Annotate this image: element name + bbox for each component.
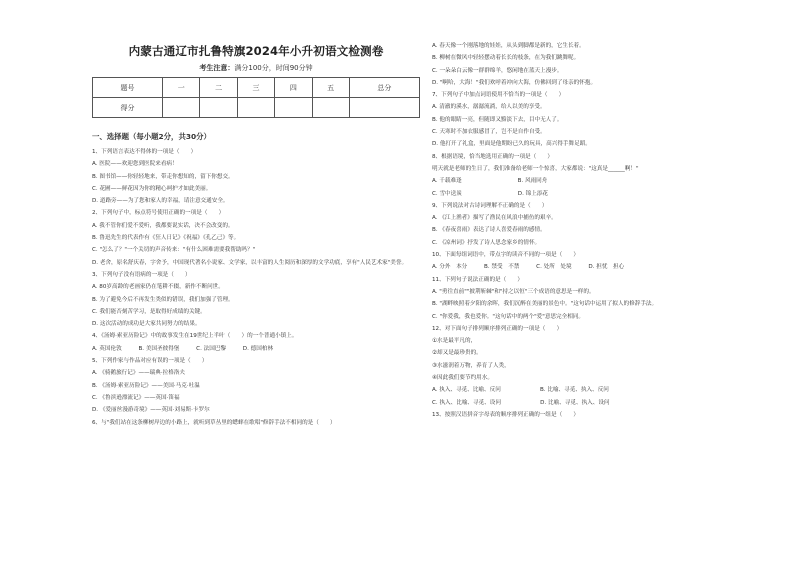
- question-line: A. 春天像一个刚落地的娃娃，从头到脚都是新的，它生长着。: [432, 43, 585, 49]
- question-line: C. 一朵朵白云像一群群绵羊，悠闲地在蓝天上漫步。: [432, 67, 563, 74]
- left-question-list: [92, 146, 420, 429]
- question-line: A. 我不管你们爱不爱听，我都要说实话，决不会改变的。: [92, 222, 234, 229]
- question-line: A. 英国伦敦 B. 美国圣彼得堡 C. 法国巴黎 D. 德国柏林: [92, 345, 274, 352]
- left-column: [92, 40, 420, 429]
- question-line: 10、下面每组词语中，带点字的读音不同的一项是（ ）: [432, 252, 579, 259]
- right-column: [432, 40, 774, 421]
- score-input-cell[interactable]: [275, 98, 312, 118]
- exam-notice: [92, 63, 420, 73]
- score-input-cell[interactable]: [163, 98, 200, 118]
- question-line: 12、对下面句子排列顺序排列正确的一项是（ ）: [432, 325, 563, 332]
- score-table: [92, 77, 420, 118]
- question-line: D. 道路旁——为了您和家人的幸福，请注意交通安全。: [92, 198, 229, 205]
- score-input-cell[interactable]: [312, 98, 349, 118]
- question-line: A. 千载难逢 B. 风雨同舟: [432, 178, 548, 185]
- question-line: B. 《春夜喜雨》表达了诗人喜爱春雨的感情。: [432, 227, 546, 234]
- notice-text: 满分100分，时间90分钟: [234, 64, 313, 72]
- score-input-cell[interactable]: [200, 98, 237, 118]
- question-line: B. 为了避免今后不再发生类似的错误，我们加强了管理。: [92, 296, 234, 303]
- question-line: B. "湖畔映照着夕阳的余晖，我们沉醉在美丽的景色中。"这句话中运用了拟人的修辞手法。: [432, 301, 658, 308]
- question-line: C. "怎么了？"一个关切的声音传来："有什么困难需要我帮助吗？": [92, 247, 256, 254]
- question-line: ①水是最平凡的，: [432, 338, 477, 345]
- score-cell: 四: [275, 78, 312, 98]
- question-line: A. 执入、寻觅、比喻、反问 B. 比喻、寻觅、执入、反问: [432, 387, 609, 394]
- question-line: 1、下列语言表达不得体的一项是（ ）: [92, 149, 197, 155]
- question-line: 2、下列句子中，标点符号使用正确的一项是（ ）: [92, 210, 225, 217]
- score-cell: 三: [237, 78, 274, 98]
- question-line: C. 《凉州词》抒发了诗人思念家乡的情怀。: [432, 239, 541, 246]
- question-line: C. 天寒时不加衣服感冒了，岂不是自作自受。: [432, 129, 546, 136]
- question-line: A. 清澈的溪水，潺潺流淌，给人以美的享受。: [432, 104, 546, 111]
- question-line: A. 《江上渔者》描写了渔民在风浪中捕鱼的艰辛。: [432, 215, 557, 222]
- score-cell: 五: [312, 78, 349, 98]
- question-line: A. 医院——欢迎您到医院来看病！: [92, 161, 178, 168]
- question-line: 11、下列句子说法正确的是（ ）: [432, 276, 524, 283]
- question-line: 8、根据语境，恰当地选用正确的一项是（ ）: [432, 153, 554, 160]
- score-input-cell[interactable]: [349, 98, 419, 118]
- question-line: 9、下列说法对古诗词理解不正确的是（ ）: [432, 202, 548, 209]
- question-line: D. 《爱丽丝漫游奇境》——英国·刘易斯·卡罗尔: [92, 407, 210, 414]
- question-line: B. 图书馆——你轻轻地来，带走你想知的，留下你想交。: [92, 173, 234, 180]
- question-line: B. 柳树在微风中轻轻摆动着长长的枝条，在为我们跳舞呢。: [432, 55, 580, 62]
- score-input-cell[interactable]: [237, 98, 274, 118]
- score-cell: 一: [163, 78, 200, 98]
- question-line: B. 鲁迅先生的代表作有《狂人日记》《祝福》《孔乙己》等。: [92, 235, 240, 242]
- question-line: ②却又是最珍贵的。: [432, 350, 482, 357]
- score-cell: 得分: [93, 98, 163, 118]
- question-line: D. 他打开了礼盒，里面是他期盼已久的玩具，高兴得手舞足蹈。: [432, 141, 591, 148]
- page-title: 内蒙古通辽市扎鲁特旗2024年小升初语文检测卷: [128, 44, 384, 58]
- score-table-score-row: [93, 98, 420, 118]
- score-cell: 二: [200, 78, 237, 98]
- question-line: 6、与"我们站在这条柳树岸边的小路上，就听到草丛里的蟋蟀在歌唱"修辞手法不相同的是（ ）: [92, 419, 336, 426]
- question-line: A. "勇往直前""披荆斩棘"和"持之以恒"三个成语的意思是一样的。: [432, 288, 595, 295]
- question-line: ④因此我们要节约用水。: [432, 375, 493, 382]
- question-line: C. 执入、比喻、寻觅、设问 D. 比喻、寻觅、执入、设问: [432, 399, 610, 406]
- question-line: 7、下列句子中加点词语使用不恰当的一项是（ ）: [432, 92, 565, 99]
- question-line: 3、下列句子没有语病的一项是（ ）: [92, 271, 191, 278]
- question-line: C. 花圃——鲜花因为你的精心呵护才如此美丽。: [92, 185, 212, 192]
- right-question-list: [432, 40, 774, 421]
- question-line: D. 这次活动的成功是大家共同努力的结果。: [92, 321, 201, 328]
- question-line: B. 他的眼睛一亮，但随即又黯淡下去，目中无人了。: [432, 116, 563, 123]
- question-line: A. 分外 本分 B. 禁受 不禁 C. 处所 处境 D. 担忧 担心: [432, 264, 625, 271]
- question-line: C. 《鲁滨逊漂流记》——英国·笛福: [92, 394, 180, 401]
- question-line: 5、下列作家与作品对应有误的一项是（ ）: [92, 358, 208, 365]
- score-table-header-row: [93, 78, 420, 98]
- question-line: D. "啊哈，大海！"我们欢呼着冲向大海，仿佛回到了母亲的怀抱。: [432, 79, 597, 86]
- question-line: B. 《汤姆·索亚历险记》——美国·马克·吐温: [92, 382, 200, 389]
- question-line: A. 80岁高龄的老画家仍在笔耕不辍，新作不断问世。: [92, 284, 224, 291]
- question-line: C. 雪中送炭 D. 锦上添花: [432, 190, 549, 197]
- question-line: 明天就是老师的生日了，我们准备给老师一个惊喜，大家都说："这真是______啊！": [432, 165, 639, 172]
- question-line: 13、按照汉语拼音字母表的顺序排列正确的一组是（ ）: [432, 411, 579, 418]
- notice-label: 考生注意：: [199, 64, 235, 72]
- question-line: D. 老舍，原名舒庆春，字舍予，中国现代著名小说家、文学家，以丰富的人生阅历和深厚的文学功底，享有"人民艺术家"美誉。: [92, 259, 408, 266]
- score-cell: 总分: [349, 78, 419, 98]
- question-line: ③水滋润着万物，养育了人类，: [432, 362, 510, 369]
- question-line: A. 《骑鹅旅行记》——瑞典·拉格洛夫: [92, 370, 185, 377]
- section-heading: 一、选择题（每小题2分，共30分）: [92, 132, 211, 141]
- question-line: C. "你爱我，我也爱你。"这句话中的两个"爱"意思完全相同。: [432, 313, 585, 320]
- question-line: C. 我们能否刻苦学习，是取得好成绩的关键。: [92, 308, 206, 315]
- question-line: 4、《汤姆·索亚历险记》中的故事发生在19世纪上半叶（ ）的一个普通小镇上。: [92, 333, 298, 340]
- score-cell: 题号: [93, 78, 163, 98]
